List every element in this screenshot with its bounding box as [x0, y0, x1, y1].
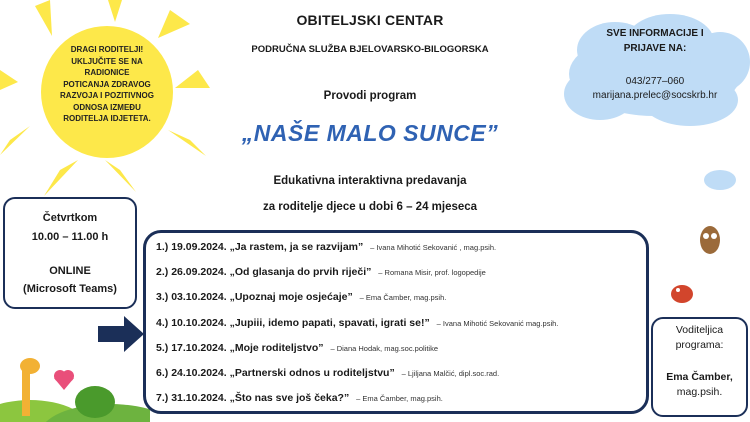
- session-lecturer: – Ljiljana Malčić, dipl.soc.rad.: [401, 369, 500, 378]
- giraffe-head: [20, 358, 40, 374]
- leader-label-2: programa:: [675, 339, 724, 351]
- session-item: [156, 266, 486, 278]
- session-list: [143, 230, 649, 414]
- contact-email[interactable]: marijana.prelec@socskrb.hr: [592, 90, 718, 101]
- contact-phone[interactable]: 043/277–060: [625, 76, 685, 87]
- organization-name: OBITELJSKI CENTAR: [296, 12, 444, 28]
- session-title: „Jupiii, idemo papati, spavati, igrati se!”: [229, 317, 430, 329]
- info-heading-1: SVE INFORMACIJE I: [606, 28, 704, 39]
- arrow-right-icon: [98, 314, 146, 354]
- session-date: 31.10.2024.: [171, 392, 227, 404]
- sun-line: ODNOSA IZMEĐU: [73, 102, 141, 112]
- session-number: 1.): [156, 241, 169, 253]
- platform: (Microsoft Teams): [23, 283, 117, 295]
- sun-line: RAZVOJA I POZITIVNOG: [60, 91, 154, 100]
- giraffe-neck: [22, 370, 30, 416]
- session-number: 3.): [156, 291, 169, 303]
- sun-line: RODITELJA IDJETETA.: [63, 114, 151, 123]
- session-date: 03.10.2024.: [171, 291, 227, 303]
- program-title: „NAŠE MALO SUNCE”: [241, 120, 499, 146]
- schedule-time-box: [3, 197, 137, 309]
- session-item: [156, 291, 446, 303]
- branch-name: PODRUČNA SLUŽBA BJELOVARSKO-BILOGORSKA: [251, 44, 489, 55]
- session-title: „Partnerski odnos u roditeljstvu”: [229, 367, 395, 379]
- leader-label-1: Voditeljica: [675, 324, 724, 336]
- session-item: [156, 392, 443, 404]
- session-title: „Moje roditeljstvo”: [229, 342, 324, 354]
- session-lecturer: – Ivana Mihotić Sekovanić , mag.psih.: [370, 243, 497, 252]
- session-number: 7.): [156, 392, 169, 404]
- session-number: 4.): [156, 317, 169, 329]
- session-number: 2.): [156, 266, 169, 278]
- leader-name: Ema Čamber,: [666, 371, 733, 383]
- session-lecturer: – Ema Čamber, mag.psih.: [359, 293, 447, 302]
- session-title: „Upoznaj moje osjećaje”: [229, 291, 353, 303]
- session-lecturer: – Ivana Mihotić Sekovanić mag.psih.: [436, 319, 559, 328]
- info-heading-2: PRIJAVE NA:: [623, 43, 687, 54]
- session-date: 19.09.2024.: [171, 241, 227, 253]
- weekday: Četvrtkom: [42, 212, 98, 224]
- session-date: 24.10.2024.: [171, 367, 227, 379]
- session-title: „Od glasanja do prvih riječi”: [229, 266, 372, 278]
- bird-icon: [671, 285, 693, 303]
- sun-line: DRAGI RODITELJI!: [70, 45, 144, 54]
- session-lecturer: – Romana Misir, prof. logopedije: [378, 268, 486, 277]
- format: ONLINE: [49, 265, 91, 277]
- session-lecturer: – Diana Hodak, mag.soc.politike: [330, 344, 438, 353]
- session-date: 17.10.2024.: [171, 342, 227, 354]
- session-date: 26.09.2024.: [171, 266, 227, 278]
- session-date: 10.10.2024.: [171, 317, 227, 329]
- sun-line: UKLJUČITE SE NA: [71, 56, 143, 66]
- program-subtitle-2: za roditelje djece u dobi 6 – 24 mjeseca: [262, 201, 478, 213]
- program-intro: Provodi program: [323, 90, 417, 102]
- sun-message: [52, 44, 162, 125]
- session-item: [156, 342, 438, 354]
- leader-title: mag.psih.: [676, 386, 723, 398]
- session-lecturer: – Ema Čamber, mag.psih.: [356, 394, 443, 403]
- session-item: [156, 367, 499, 379]
- time-range: 10.00 – 11.00 h: [31, 231, 109, 243]
- session-title: „Što nas sve još čeka?”: [229, 392, 350, 404]
- session-number: 6.): [156, 367, 169, 379]
- session-item: [156, 241, 496, 253]
- leader-box: [651, 317, 748, 417]
- session-number: 5.): [156, 342, 169, 354]
- birds-illustration: [650, 140, 750, 320]
- program-subtitle-1: Edukativna interaktivna predavanja: [273, 175, 467, 187]
- session-item: [156, 317, 558, 329]
- owl-icon: [700, 226, 720, 254]
- session-title: „Ja rastem, ja se razvijam”: [229, 241, 364, 253]
- sun-line: POTICANJA ZDRAVOG: [63, 79, 151, 89]
- sun-line: RADIONICE: [84, 68, 130, 77]
